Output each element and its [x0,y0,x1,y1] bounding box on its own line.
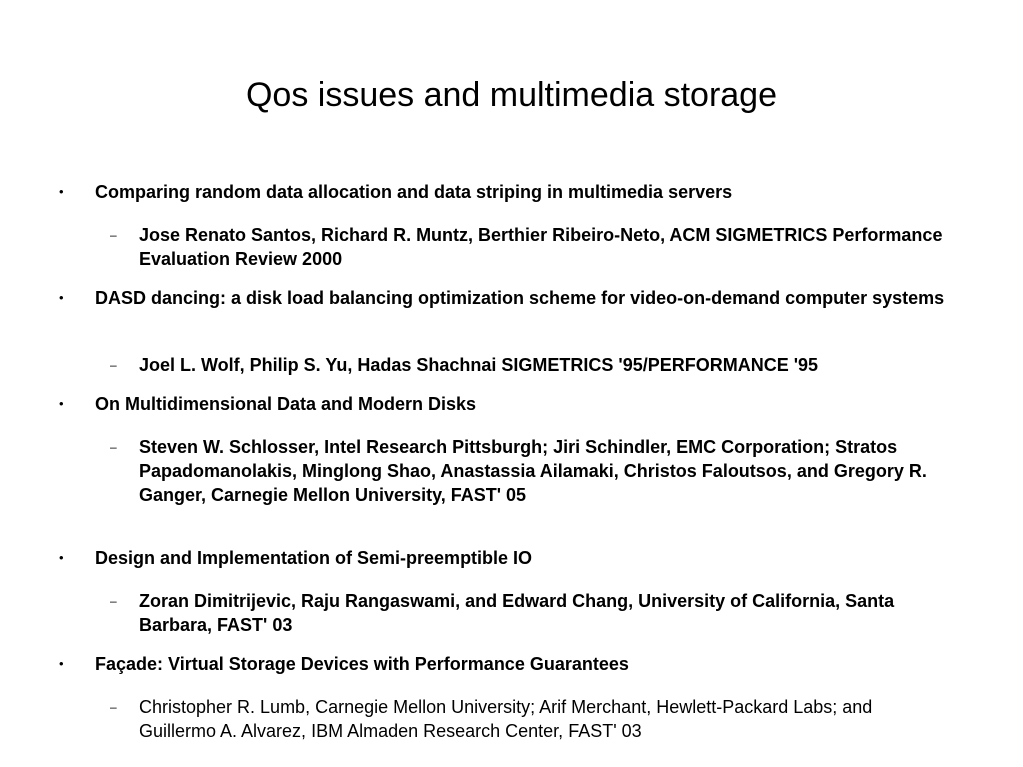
bullet-item-1-citation: Jose Renato Santos, Richard R. Muntz, Berthier Ribeiro-Neto, ACM SIGMETRICS Performance Evaluation Review 2000 [139,225,943,269]
sub-bullet-marker: – [110,440,117,454]
bullet-item-3-citation: Steven W. Schlosser, Intel Research Pittsburgh; Jiri Schindler, EMC Corporation; Stratos Papadomanolakis, Minglong Shao, Anastassia Ailamaki, Christos Faloutsos, and Gregory R. Ganger, Carnegie Mellon University, FAST' 05 [139,437,927,505]
bullet-item-3-text: On Multidimensional Data and Modern Disks [95,394,477,414]
bullet-item-2-text: DASD dancing: a disk load balancing optimization scheme for video-on-demand computer systems [95,288,945,308]
bullet-item-2-citation: Joel L. Wolf, Philip S. Yu, Hadas Shachnai SIGMETRICS '95/PERFORMANCE '95 [139,355,819,375]
bullet-item-1-text: Comparing random data allocation and data striping in multimedia servers [95,182,733,202]
bullet-marker: • [59,290,64,305]
bullet-item-4-text: Design and Implementation of Semi-preemptible IO [95,548,533,568]
sub-bullet-marker: – [110,358,117,372]
bullet-marker: • [59,184,64,199]
slide-title: Qos issues and multimedia storage [245,76,778,114]
bullet-marker: • [59,550,64,565]
sub-bullet-marker: – [110,700,117,714]
sub-bullet-marker: – [110,228,117,242]
bullet-item-5-citation: Christopher R. Lumb, Carnegie Mellon University; Arif Merchant, Hewlett-Packard Labs; and Guillermo A. Alvarez, IBM Almaden Research Center, FAST' 03 [139,697,873,741]
bullet-item-5-text: Façade: Virtual Storage Devices with Performance Guarantees [95,654,629,674]
sub-bullet-marker: – [110,594,117,608]
bullet-item-4-citation: Zoran Dimitrijevic, Raju Rangaswami, and Edward Chang, University of California, Santa Barbara, FAST' 03 [139,591,895,635]
bullet-marker: • [59,396,64,411]
bullet-marker: • [59,656,64,671]
